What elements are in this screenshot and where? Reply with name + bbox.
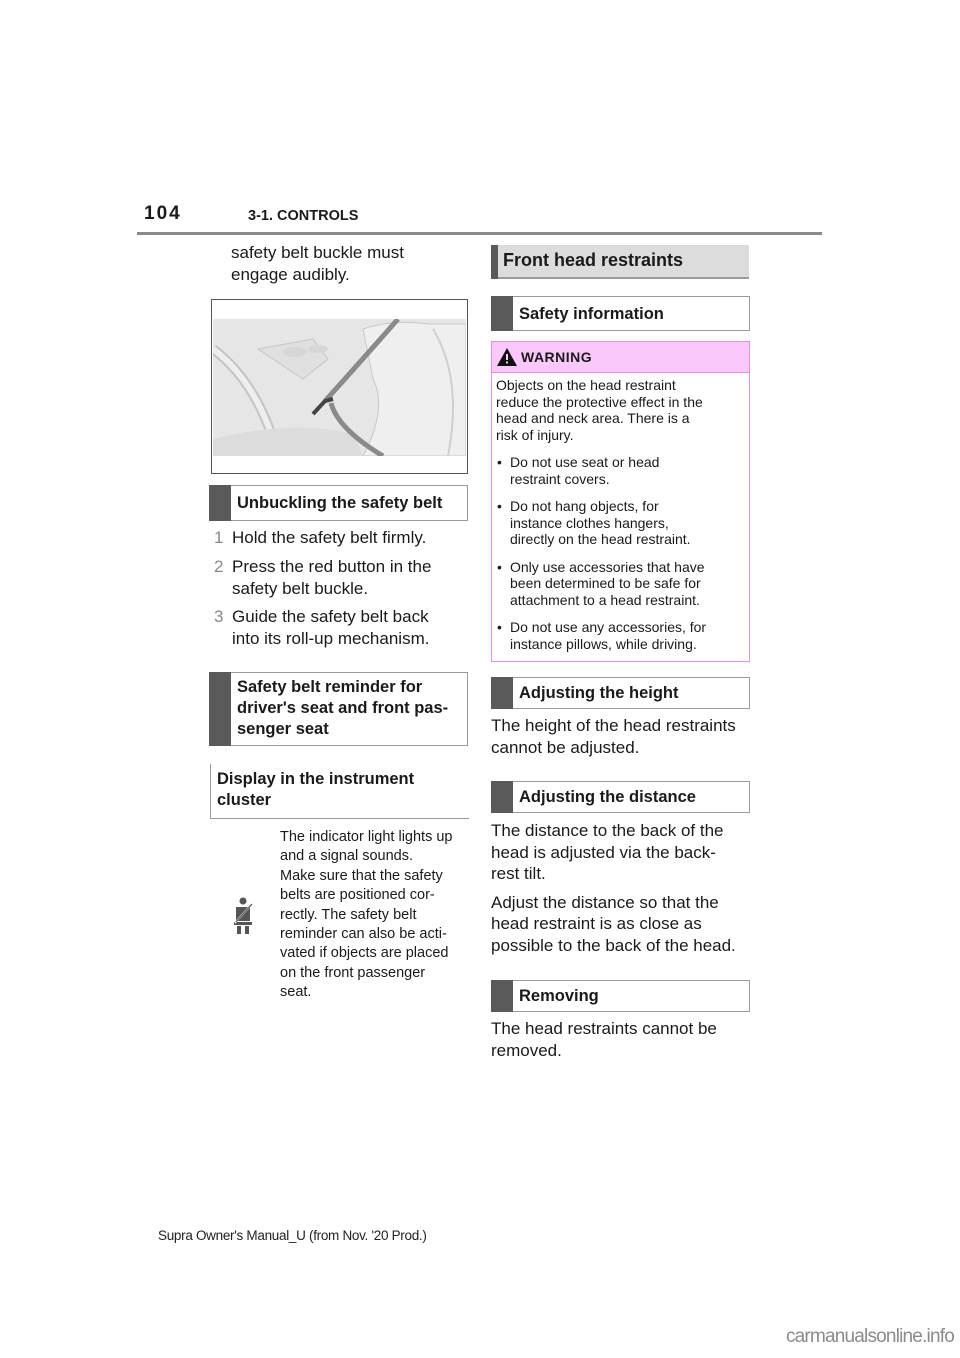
text-line: removed. [491,1040,562,1060]
page-number: 104 [144,203,182,224]
chapter-title: 3-1. CONTROLS [248,208,359,224]
text-line: instance pillows, while driving. [510,635,697,652]
text-line: belts are positioned cor- [280,887,435,904]
display-description [280,828,453,1003]
text-line: into its roll-up mechanism. [232,628,430,648]
heading-text: Removing [519,987,599,1005]
text-line: The indicator light lights up [280,829,453,845]
step-2 [214,556,432,599]
heading-bar [209,485,231,521]
step-3 [214,606,430,649]
text-line: Hold the safety belt firmly. [232,528,427,547]
heading-text: cluster [217,791,272,809]
heading-bar [209,672,231,746]
heading-text: driver's seat and front pas- [237,699,449,717]
warning-bullet [496,454,745,487]
step-number: 1 [214,528,224,547]
warning-box [491,341,750,662]
removing-text [491,1018,717,1061]
text-line: The distance to the back of the [491,821,724,840]
text-line: Adjust the distance so that the [491,892,719,912]
text-line: head and neck area. There is a [496,410,690,426]
text-line: possible to the back of the head. [491,935,736,955]
heading-bar [491,781,513,813]
text-line: been determined to be safe for [510,575,701,591]
text-line: • Do not use seat or head [510,454,660,470]
text-line: • Do not use any accessories, for [510,619,707,635]
distance-text [491,820,736,956]
heading-text: Unbuckling the safety belt [237,494,443,512]
heading-text: Adjusting the distance [519,788,696,806]
heading-bar [491,245,498,279]
heading-text: Safety information [519,305,664,323]
footer-text: Supra Owner's Manual_U (from Nov. '20 Prod.) [158,1228,427,1243]
text-line: risk of injury. [496,426,574,443]
warning-bullet [496,559,745,609]
unbuckling-heading [209,485,468,521]
warning-triangle-icon [497,348,517,366]
reminder-heading [209,672,468,746]
text-line: head is adjusted via the back- [491,842,716,862]
text-line: rectly. The safety belt [280,906,417,923]
warning-intro [496,377,745,443]
display-heading [210,764,469,819]
warning-title: WARNING [521,349,593,365]
text-line: reduce the protective effect in the [496,393,703,410]
text-line: cannot be adjusted. [491,737,640,757]
text-line: safety belt buckle. [232,578,369,598]
text-line: The head restraints cannot be [491,1019,717,1038]
heading-bar [491,980,513,1012]
text-line: Make sure that the safety [280,867,443,884]
heading-text: Front head restraints [503,250,684,270]
watermark: carmanualsonline.info [785,1326,954,1347]
text-line: attachment to a head restraint. [510,591,700,608]
text-line: rest tilt. [491,864,546,883]
heading-text: Safety belt reminder for [237,678,423,696]
heading-bar [491,677,513,709]
step-number: 2 [214,557,224,576]
header-rule [137,232,822,235]
heading-text: Display in the instrument [217,770,415,788]
seatbelt-warning-icon [232,897,254,940]
text-line: Objects on the head restraint [496,377,676,393]
adjusting-height-heading [491,677,750,709]
text-line: • Do not hang objects, for [510,498,659,514]
heading-text: senger seat [237,720,329,738]
text-line: directly on the head restraint. [510,531,691,547]
intro-text [231,242,404,285]
height-text [491,715,736,758]
text-line: head restraint is as close as [491,914,702,933]
text-line: Press the red button in the [232,557,432,576]
safety-information-heading [491,296,750,331]
step-number: 3 [214,607,224,626]
text-line: instance clothes hangers, [510,514,669,531]
warning-bullet [496,498,745,548]
step-1 [214,527,427,549]
text-line: Guide the safety belt back [232,607,429,626]
text-line: • Only use accessories that have [510,558,705,575]
text-line: and a signal sounds. [280,848,414,865]
removing-heading [491,980,750,1012]
front-head-restraints-heading [491,245,749,279]
text-line: seat. [280,984,312,1001]
heading-bar [491,296,513,331]
text-line: The height of the head restraints [491,716,736,735]
seatbelt-illustration [211,299,468,474]
warning-bullet [496,619,745,652]
text-line: restraint covers. [510,470,610,487]
heading-text: Adjusting the height [519,684,679,702]
text-line: engage audibly. [231,264,350,284]
text-line: vated if objects are placed [280,945,449,962]
warning-header [492,342,749,373]
text-line: on the front passenger [280,964,426,981]
text-line: reminder can also be acti- [280,926,447,943]
text-line: safety belt buckle must [231,243,404,262]
adjusting-distance-heading [491,781,750,813]
